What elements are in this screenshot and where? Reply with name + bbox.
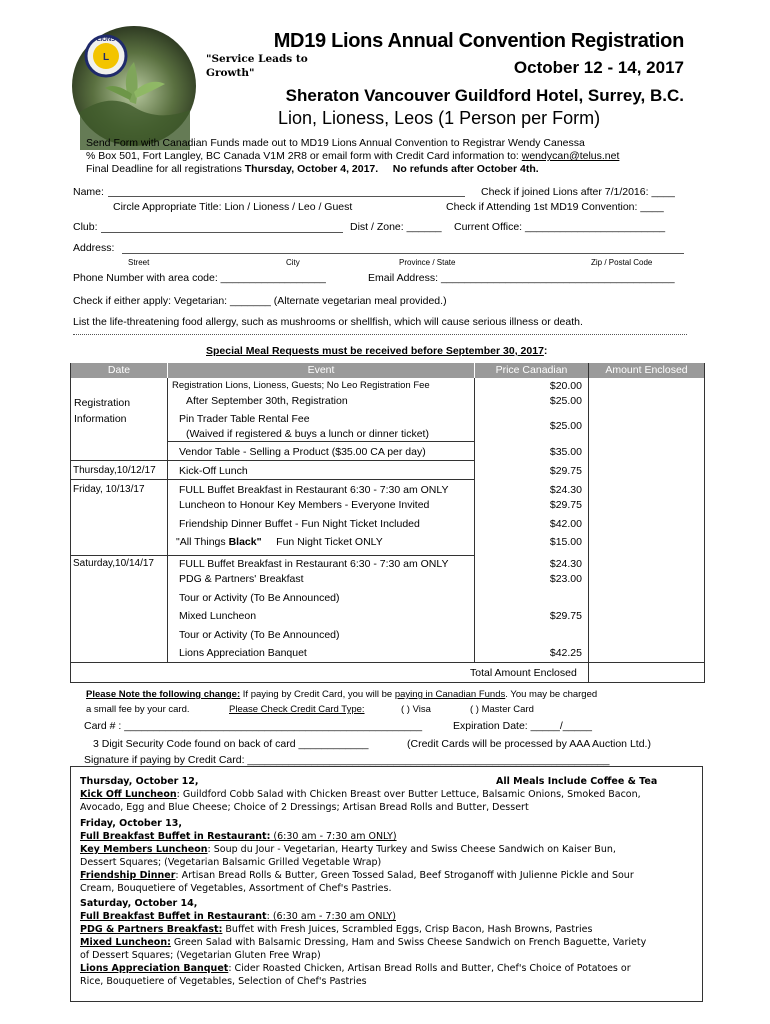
event-black-emphasis: Black" — [228, 536, 262, 548]
menu-friendship-title: Friendship Dinner — [80, 870, 176, 881]
event-late-registration: After September 30th, Registration — [186, 395, 348, 407]
menu-key-members-text: : Soup du Jour - Vegetarian, Hearty Turkey and Swiss Cheese Sandwich on Kaiser Bun, — [207, 844, 616, 855]
city-caption: City — [286, 258, 300, 267]
menu-friday-heading: Friday, October 13, — [80, 818, 182, 829]
menu-kickoff-text: : Guildford Cobb Salad with Chicken Breast over Butter Lettuce, Balsamic Onions, Smoked Bacon, — [176, 789, 641, 800]
price-friendship: $42.00 — [549, 518, 582, 530]
joined-checkbox-label[interactable]: Check if joined Lions after 7/1/2016: ____ — [481, 186, 675, 198]
menu-thursday-heading: Thursday, October 12, — [80, 776, 199, 787]
total-amount-label: Total Amount Enclosed — [470, 667, 577, 679]
table-divider-thu — [70, 460, 475, 461]
event-fri-breakfast: FULL Buffet Breakfast in Restaurant 6:30 - 7:30 am ONLY — [179, 484, 449, 496]
table-border-left — [70, 363, 71, 682]
menu-pdg-title: PDG & Partners Breakfast: — [80, 924, 223, 935]
menu-friendship-text: : Artisan Bread Rolls & Butter, Green Tossed Salad, Beef Stroganoff with Julienne Pickle and Sour — [175, 870, 634, 881]
phone-field[interactable]: Phone Number with area code: __________________ — [73, 272, 326, 284]
event-fri-lunch: Luncheon to Honour Key Members - Everyone Invited — [179, 499, 430, 511]
current-office-field[interactable]: Current Office: ________________________ — [454, 221, 666, 233]
province-caption: Province / State — [399, 258, 456, 267]
motto-line2: Growth" — [206, 67, 255, 79]
table-col-divider-3 — [588, 363, 589, 682]
logo-text: LIONS — [96, 37, 116, 43]
motto — [206, 52, 308, 80]
event-pin-trader: Pin Trader Table Rental Fee — [179, 413, 310, 425]
event-pdg-breakfast: PDG & Partners' Breakfast — [179, 573, 304, 585]
zip-caption: Zip / Postal Code — [591, 258, 653, 267]
date-friday: Friday, 10/13/17 — [73, 484, 145, 495]
special-meal-notice — [206, 345, 547, 358]
menu-mixed-title: Mixed Luncheon: — [80, 937, 171, 948]
menu-kickoff-line2: Avocado, Egg and Blue Cheese; Choice of 2 Dressings; Artisan Bread Rolls and Butter, Dessert — [80, 802, 529, 813]
special-meal-notice-text: Special Meal Requests must be received before September 30, 2017 — [206, 345, 544, 357]
deadline-date: Thursday, October 4, 2017. — [244, 163, 379, 175]
menu-sat-breakfast — [80, 911, 396, 923]
table-border-bottom — [70, 682, 705, 683]
menu-pdg — [80, 924, 592, 936]
price-pdg: $23.00 — [549, 573, 582, 585]
logo-letter: L — [102, 52, 110, 63]
menu-friendship — [80, 870, 634, 882]
menu-friendship-line2: Cream, Bouquetiere of Vegetables, Assortment of Chef's Pastries. — [80, 883, 392, 894]
event-banquet: Lions Appreciation Banquet — [179, 647, 307, 659]
allergy-label: List the life-threatening food allergy, such as mushrooms or shellfish, which will cause serious illness or death. — [73, 316, 583, 328]
convention-dates: October 12 - 14, 2017 — [513, 58, 684, 77]
menu-mixed-text: Green Salad with Balsamic Dressing, Ham and Swiss Cheese Sandwich on French Baguette, Variety — [170, 937, 647, 948]
menu-banquet-text: : Cider Roasted Chicken, Artisan Bread Rolls and Butter, Chef's Choice of Potatoes or — [228, 963, 631, 974]
card-number-field[interactable]: Card # : ___________________________________________________ — [84, 720, 423, 732]
menu-key-members — [80, 844, 616, 856]
club-field[interactable] — [101, 232, 343, 233]
event-registration-fee: Registration Lions, Lioness, Guests; No Leo Registration Fee — [172, 380, 430, 391]
form-title: MD19 Lions Annual Convention Registration — [273, 30, 684, 52]
price-pin-trader: $25.00 — [549, 420, 582, 432]
payment-note-line1 — [86, 688, 597, 701]
menu-saturday-heading: Saturday, October 14, — [80, 898, 198, 909]
instructions-line1: Send Form with Canadian Funds made out to MD19 Lions Annual Convention to Registrar Wendy Canessa — [86, 137, 585, 149]
event-black-prefix: "All Things — [176, 536, 229, 548]
payment-note-text: If paying by Credit Card, you will be — [240, 689, 395, 700]
name-label: Name: — [73, 186, 104, 198]
header-event: Event — [168, 363, 474, 378]
payment-fee-note: a small fee by your card. — [86, 704, 190, 715]
title-label[interactable]: Circle Appropriate Title: Lion / Lioness / Leo / Guest — [113, 201, 353, 213]
payment-note-heading: Please Note the following change: — [86, 689, 241, 700]
date-registration: Registration — [74, 397, 131, 409]
attending-checkbox-label[interactable]: Check if Attending 1st MD19 Convention: ____ — [446, 201, 664, 213]
menu-mixed — [80, 937, 646, 949]
total-amount-field[interactable] — [590, 663, 703, 681]
signature-field[interactable]: Signature if paying by Credit Card: ______________________________________________________________ — [84, 754, 610, 766]
table-divider-fri — [70, 479, 475, 480]
event-mixed-luncheon: Mixed Luncheon — [179, 610, 257, 622]
mastercard-option[interactable]: ( ) Master Card — [470, 704, 534, 715]
menu-key-members-line2: Dessert Squares; (Vegetarian Balsamic Grilled Vegetable Wrap) — [80, 857, 382, 868]
menu-coffee-note: All Meals Include Coffee & Tea — [496, 776, 658, 787]
allergy-field[interactable] — [73, 334, 687, 335]
menu-key-members-title: Key Members Luncheon — [80, 844, 208, 855]
deadline-label: Final Deadline for all registrations — [86, 163, 242, 175]
event-friendship-dinner: Friendship Dinner Buffet - Fun Night Ticket Included — [179, 518, 420, 530]
name-field[interactable] — [108, 196, 465, 197]
table-col-divider-1 — [167, 378, 168, 662]
address-field[interactable] — [122, 253, 684, 254]
menu-fri-breakfast-time: (6:30 am - 7:30 am ONLY) — [270, 831, 397, 842]
refund-notice: No refunds after October 4th. — [392, 163, 539, 175]
price-all-things-black: $15.00 — [549, 536, 582, 548]
menu-pdg-text: Buffet with Fresh Juices, Scrambled Eggs, Crisp Bacon, Hash Browns, Pastries — [222, 924, 593, 935]
menu-kickoff-title: Kick Off Luncheon — [80, 789, 177, 800]
header-price: Price Canadian — [475, 363, 588, 378]
payment-note-funds: paying in Canadian Funds — [394, 689, 506, 700]
date-saturday: Saturday,10/14/17 — [73, 558, 154, 569]
event-tour-1: Tour or Activity (To Be Announced) — [179, 592, 340, 604]
price-fri-lunch: $29.75 — [549, 499, 582, 511]
instructions-line3 — [86, 163, 539, 176]
amount-enclosed-column[interactable] — [590, 379, 703, 661]
payment-note-line2 — [86, 703, 190, 716]
menu-banquet-line2: Rice, Bouquetiere of Vegetables, Selection of Chef's Pastries — [80, 976, 367, 987]
event-tour-2: Tour or Activity (To Be Announced) — [179, 629, 340, 641]
price-banquet: $42.25 — [549, 647, 582, 659]
event-vendor: Vendor Table - Selling a Product ($35.00 CA per day) — [179, 446, 426, 458]
table-border-right — [704, 363, 705, 682]
instructions-line2 — [86, 150, 619, 163]
price-kickoff: $29.75 — [549, 465, 582, 477]
registrar-email-link[interactable]: wendycan@telus.net — [521, 150, 620, 162]
menu-mixed-line2: of Dessert Squares; (Vegetarian Gluten Free Wrap) — [80, 950, 321, 961]
event-all-things-black — [176, 536, 383, 548]
dist-zone-field[interactable]: Dist / Zone: ______ — [350, 221, 442, 233]
menu-banquet — [80, 963, 631, 975]
menu-banquet-title: Lions Appreciation Banquet — [80, 963, 229, 974]
visa-option[interactable]: ( ) Visa — [401, 704, 431, 715]
menu-sat-breakfast-time: : (6:30 am - 7:30 am ONLY) — [266, 911, 396, 922]
instructions-address: % Box 501, Fort Langley, BC Canada V1M 2R8 or email form with Credit Card information to: — [86, 150, 519, 162]
card-type-label: Please Check Credit Card Type: — [229, 704, 365, 715]
date-information: Information — [74, 413, 127, 425]
price-sat-breakfast: $24.30 — [549, 558, 582, 570]
header-date: Date — [71, 363, 167, 378]
event-kickoff: Kick-Off Lunch — [179, 465, 248, 477]
lions-logo — [70, 22, 198, 150]
table-divider-sat — [70, 555, 475, 556]
price-late-registration: $25.00 — [549, 395, 582, 407]
menu-kickoff — [80, 789, 641, 801]
price-fri-breakfast: $24.30 — [549, 484, 582, 496]
menu-fri-breakfast — [80, 831, 397, 843]
table-col-divider-2 — [474, 378, 475, 662]
expiration-field[interactable]: Expiration Date: _____/_____ — [453, 720, 592, 732]
club-label: Club: — [73, 221, 98, 233]
processing-note: (Credit Cards will be processed by AAA Auction Ltd.) — [407, 738, 651, 750]
address-label: Address: — [73, 242, 115, 254]
venue: Sheraton Vancouver Guildford Hotel, Surrey, B.C. — [285, 86, 684, 105]
price-registration: $20.00 — [549, 380, 582, 392]
price-mixed-luncheon: $29.75 — [549, 610, 582, 622]
payment-note-end: . You may be charged — [505, 689, 598, 700]
motto-line1: "Service Leads to — [206, 53, 308, 65]
date-thursday: Thursday,10/12/17 — [73, 465, 156, 476]
form-subtitle: Lion, Lioness, Leos (1 Person per Form) — [278, 108, 601, 128]
event-sat-breakfast: FULL Buffet Breakfast in Restaurant 6:30 - 7:30 am ONLY — [179, 558, 449, 570]
vegetarian-field[interactable]: Check if either apply: Vegetarian: _______ (Alternate vegetarian meal provided.) — [73, 295, 447, 307]
event-black-suffix: Fun Night Ticket ONLY — [276, 536, 383, 548]
table-divider-vendor — [168, 441, 474, 442]
price-vendor: $35.00 — [549, 446, 582, 458]
security-code-field[interactable]: 3 Digit Security Code found on back of card ____________ — [93, 738, 369, 750]
event-pin-trader-note: (Waived if registered & buys a lunch or dinner ticket) — [186, 428, 429, 440]
email-field[interactable]: Email Address: ________________________________________ — [368, 272, 675, 284]
special-meal-notice-colon: : — [543, 345, 548, 357]
street-caption: Street — [128, 258, 150, 267]
menu-sat-breakfast-title: Full Breakfast Buffet in Restaurant — [80, 911, 267, 922]
header-amount: Amount Enclosed — [589, 363, 704, 378]
menu-fri-breakfast-title: Full Breakfast Buffet in Restaurant: — [80, 831, 271, 842]
